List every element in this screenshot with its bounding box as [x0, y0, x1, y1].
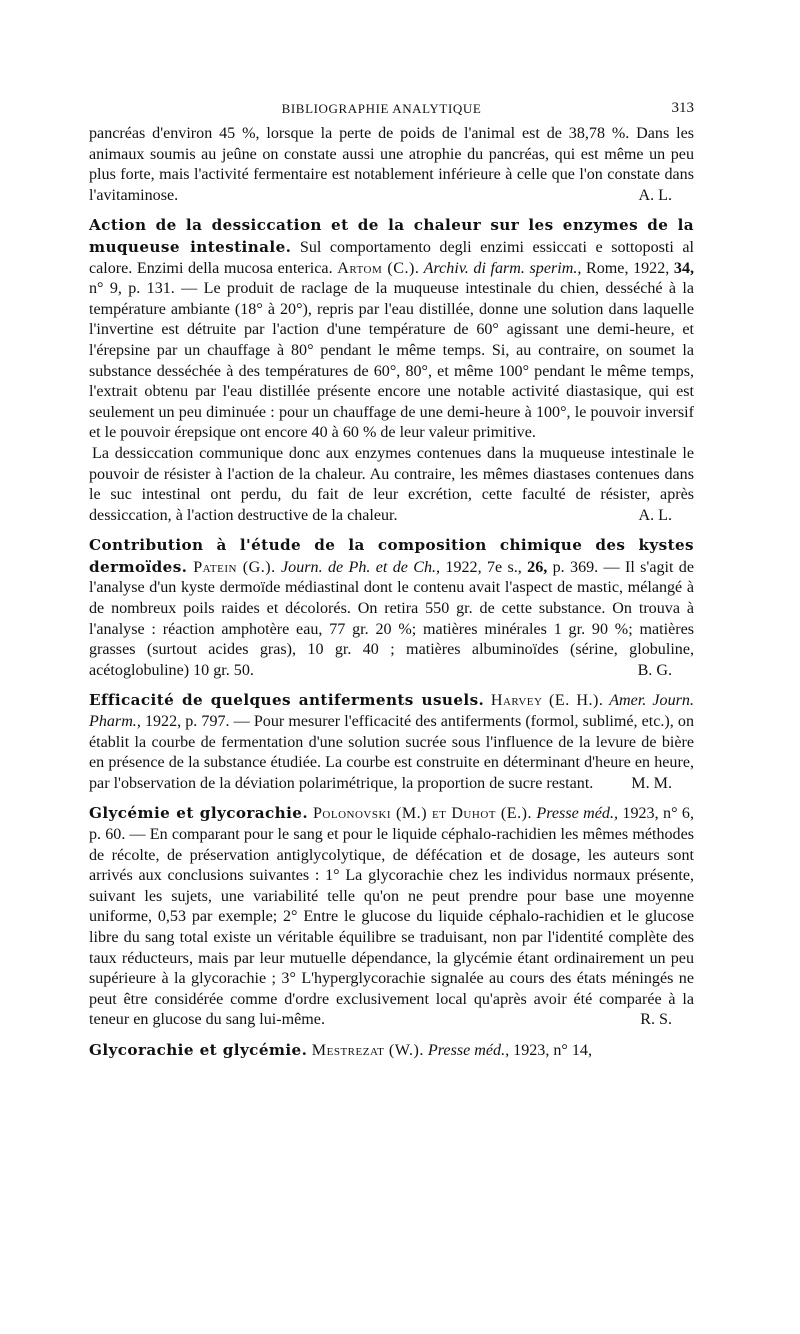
entry-author: Mestrezat (W.). — [307, 1041, 424, 1059]
running-title: BIBLIOGRAPHIE ANALYTIQUE — [281, 101, 482, 116]
continuation-text: pancréas d'environ 45 %, lorsque la perte de poids de l'animal est de 38,78 %. Dans les animaux soumis au jeûne on constate aussi une atrophie du pancréas, qui est même un peu plus forte, mais l'activité fermentaire est notablement inférieure à celle que l'on constate dans l'avitaminose. — [89, 125, 694, 204]
entry-text: 1922, p. 797. — Pour mesurer l'efficacité des antiferments (formol, sublimé, etc.), on établit la courbe de fermentation d'une solution sucrée sous l'influence de la levure de bière en présence de la substance étudiée. La courbe est construite en déterminant d'heure en heure, par l'observation de la déviation polarimétrique, la proportion de sucre restant. — [89, 713, 694, 792]
entry-paragraph: La dessiccation communique donc aux enzymes contenues dans la muqueuse intestinale le pouvoir de résister à l'action de la chaleur. Au contraire, les mêmes diastases contenues dans le suc intestinal ont perdu, du fait de leur excrétion, cette faculté de résister, après dessiccation, à l'action destructive de la chaleur. — [89, 444, 694, 524]
entry-source: Amer. Journ. Pharm., — [89, 692, 694, 731]
entry-title: Glycémie et glycorachie. — [89, 804, 309, 823]
entry-subtitle: Sul comportamento degli enzimi essiccati e sottoposti al calore. Enzimi della mucosa enterica. — [89, 238, 694, 277]
signature: M. M. — [631, 774, 672, 792]
entry-source: Journ. de Ph. et de Ch., — [275, 558, 441, 576]
entry-source: Presse méd., — [532, 805, 618, 823]
entry-source: Presse méd., — [423, 1041, 510, 1059]
entry-title: Action de la dessiccation et de la chaleur sur les enzymes de la muqueuse intestinale. — [89, 216, 694, 256]
entry-details-pre: 1922, 7e s., — [440, 558, 528, 576]
entry-text: p. 369. — Il s'agit de l'analyse d'un kyste dermoïde médiastinal dont le contenu avait l'aspect de mastic, mélangé à de nombreux poils raides et décolorés. On retira 550 gr. de cette substance. On trouva à l'analyse : réaction amphotère eau, 77 gr. 20 %; matières minérales 1 gr. 90 %; matières grasses (surtout acides gras), 10 gr. 40 ; matières albuminoïdes (sérine, globuline, acétoglobuline) 10 gr. 50. — [89, 558, 694, 679]
entry-volume: 34, — [673, 259, 695, 277]
entry-text: 1923, n° 6, p. 60. — En comparant pour le sang et pour le liquide céphalo-rachidien les mêmes méthodes de récolte, de préservation antiglycolytique, de défécation et de dosage, les auteurs sont arrivés aux conclusions suivantes : 1° La glycorachie chez les individus normaux présente, suivant les sujets, une variabilité telle qu'on ne peut prendre pour base une moyenne uniforme, 0,53 par exemple; 2° Entre le glucose du liquide céphalo-rachidien et le glucose libre du sang total existe un véritable équilibre se traduisant, non par l'identité complète des taux réducteurs, mais par leur mutuelle dépendance, la glycémie étant ordinairement un peu supérieure à la glycorachie ; 3° L'hyperglycorachie signalée au cours des états méningés ne peut être considérée comme d'ordre exclusivement local qu'après avoir été comparée à la teneur en glucose du sang lui-même. — [89, 805, 694, 1029]
document-page — [89, 98, 694, 1308]
entry-source: Archiv. di farm. sperim., — [419, 259, 582, 277]
abstract-entry — [89, 690, 694, 794]
entry-author: Polonovski (M.) et Duhot (E.). — [308, 805, 532, 823]
entry-title: Contribution à l'étude de la composition chimique des kystes dermoïdes. — [89, 536, 694, 576]
entry-author: Patein (G.). — [187, 558, 276, 576]
signature: B. G. — [637, 661, 672, 679]
abstract-entry-continuation — [89, 124, 694, 206]
abstract-entry — [89, 803, 694, 1031]
abstract-entry — [89, 1040, 694, 1062]
entry-text: n° 9, p. 131. — Le produit de raclage de la muqueuse intestinale du chien, desséché à la température ambiante (18° à 20°), repris par l'eau distillée, donne une solution dans laquelle l'invertine est détruite par l'action d'une température de 60° agissant une demi-heure, et l'érepsine par un chauffage à 80° pendant le même temps. Si, au contraire, on soumet la substance desséchée à des températures de 60°, 80°, et même 100° pendant le même temps, l'extrait obtenu par l'eau distillée présente encore une notable activité diastasique, qui est seulement un peu diminuée : pour un chauffage de une demi-heure à 100°, le pouvoir inversif et le pouvoir érepsique ont encore 40 à 60 % de leur valeur primitive. — [89, 280, 694, 442]
page-number: 313 — [671, 100, 694, 116]
abstract-entry — [89, 535, 694, 681]
entry-title: Efficacité de quelques antiferments usuels. — [89, 691, 485, 710]
abstract-entry — [89, 215, 694, 526]
entry-title: Glycorachie et glycémie. — [89, 1040, 308, 1059]
entry-author: Harvey (E. H.). — [484, 692, 604, 710]
entry-volume: 26, — [527, 558, 548, 576]
running-header — [89, 101, 694, 119]
entry-author: Artom (C.). — [337, 259, 420, 277]
signature: A. L. — [638, 186, 672, 204]
signature: A. L. — [638, 506, 672, 524]
signature: R. S. — [640, 1011, 672, 1029]
entry-text: 1923, n° 14, — [509, 1041, 593, 1059]
entry-details-pre: Rome, 1922, — [581, 259, 674, 277]
article-body — [89, 124, 694, 1062]
